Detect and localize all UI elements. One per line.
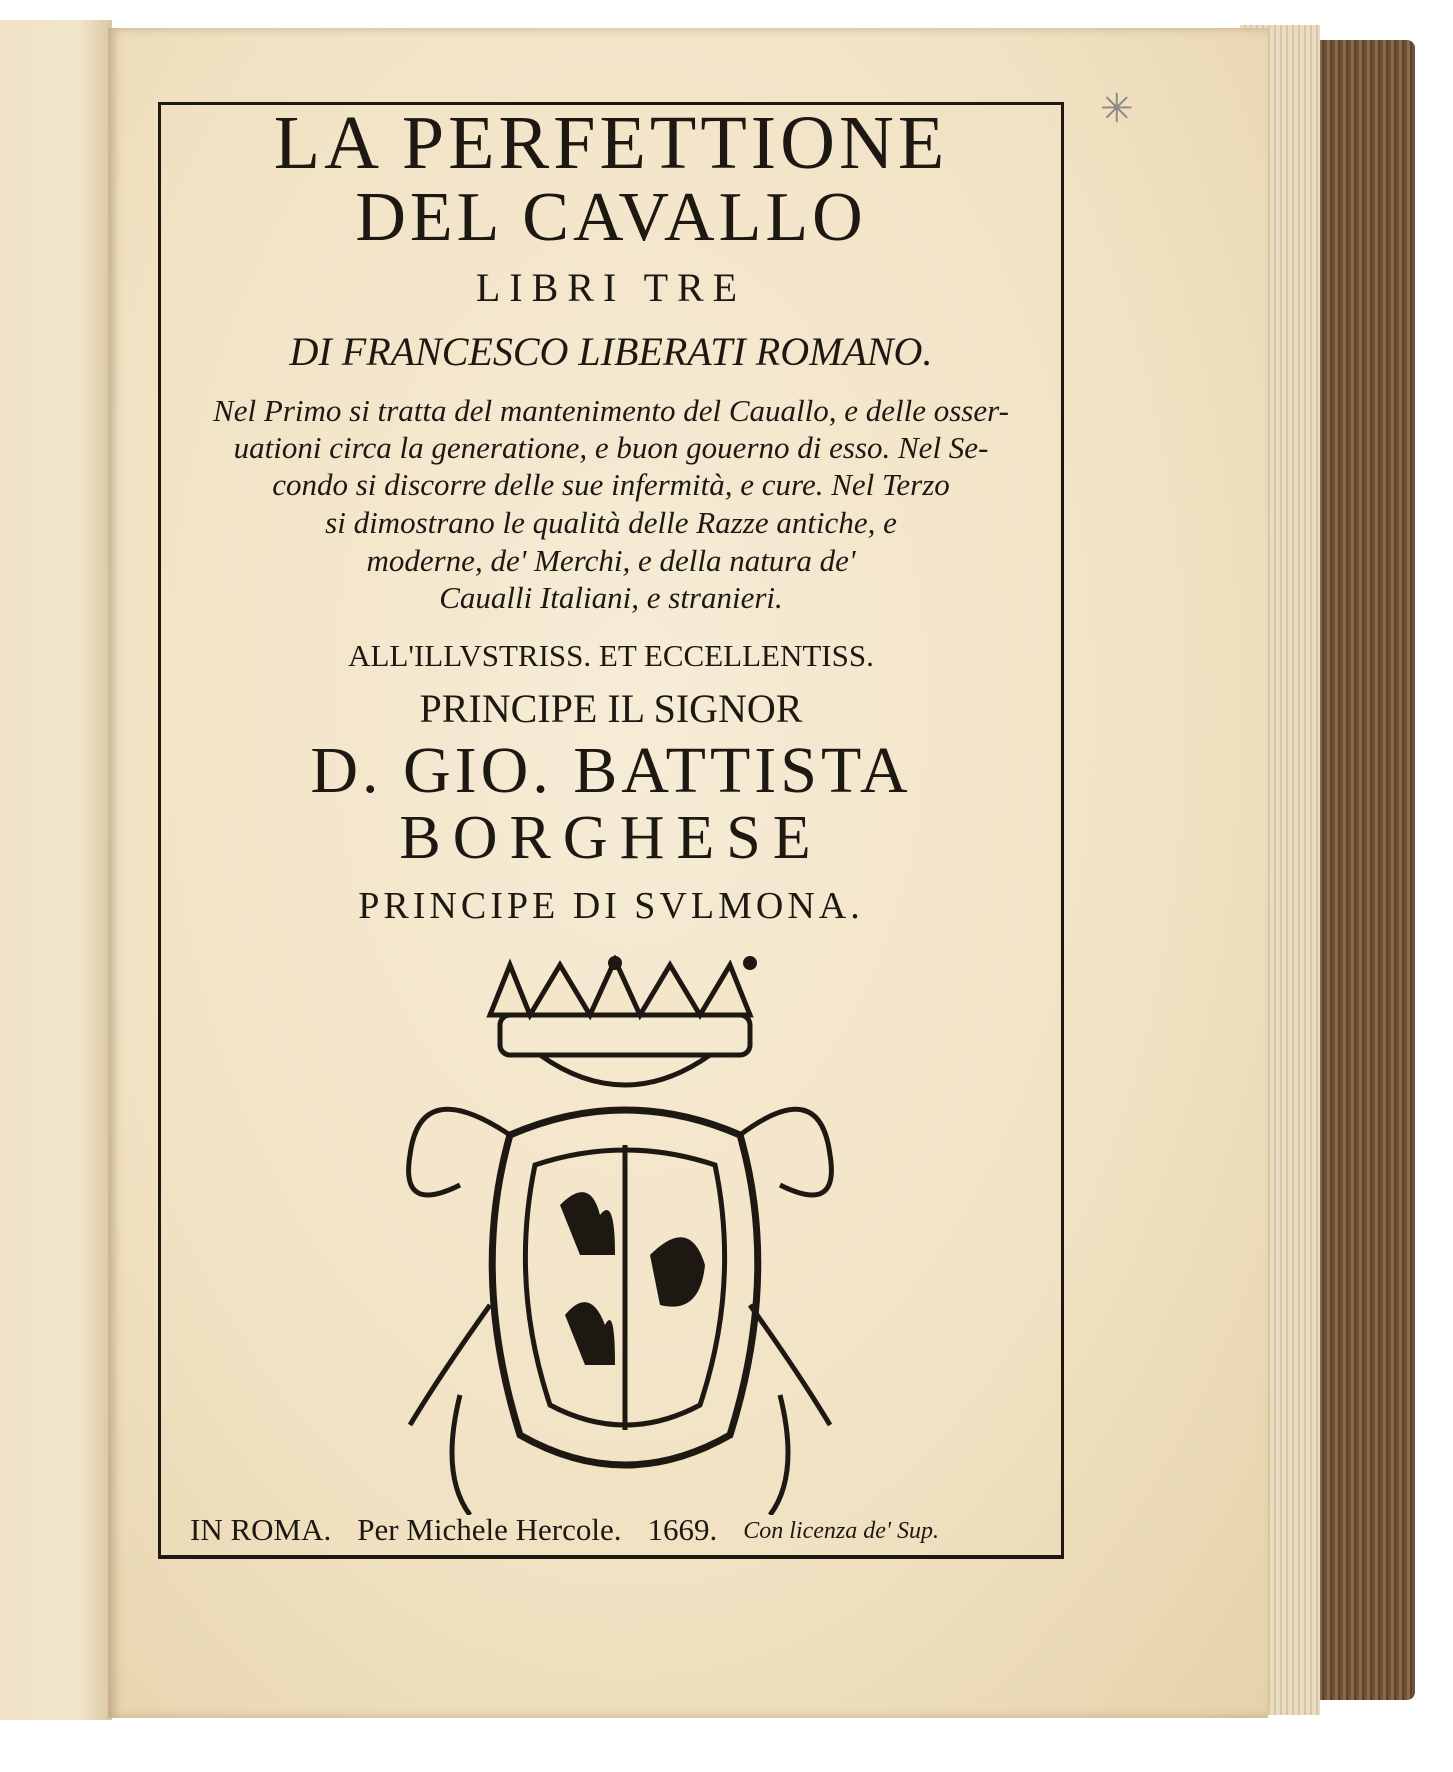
dedicatee-line-3: PRINCIPE DI SVLMONA. <box>358 885 864 927</box>
pencil-mark: ✳ <box>1100 86 1134 131</box>
facing-page <box>0 20 112 1720</box>
title-line-1: LA PERFETTIONE <box>273 101 949 185</box>
description-line: uationi circa la generatione, e buon gouerno di esso. Nel Se- <box>233 430 989 465</box>
dedicatee-line-1: D. GIO. BATTISTA <box>310 734 912 807</box>
imprint-place: IN ROMA. <box>190 1512 332 1547</box>
description-line: Caualli Italiani, e stranieri. <box>439 580 783 615</box>
imprint-license: Con licenza de' Sup. <box>743 1518 940 1544</box>
description-line: condo si discorre delle sue infermità, e cure. Nel Terzo <box>272 467 950 502</box>
dedication-line-1: ALL'ILLVSTRISS. ET ECCELLENTISS. <box>348 638 874 673</box>
description-line: si dimostrano le qualità delle Razze antiche, e <box>325 505 897 540</box>
author: DI FRANCESCO LIBERATI ROMANO. <box>289 329 933 374</box>
description-line: Nel Primo si tratta del mantenimento del Cauallo, e delle osser- <box>213 393 1009 428</box>
subtitle: LIBRI TRE <box>475 265 747 310</box>
imprint-printer: Per Michele Hercole. <box>357 1512 622 1547</box>
borghese-coat-of-arms <box>400 955 840 1515</box>
imprint <box>190 1512 1040 1548</box>
description-line: moderne, de' Merchi, e della natura de' <box>366 543 856 578</box>
dedication-line-2: PRINCIPE IL SIGNOR <box>419 686 803 731</box>
dedicatee-line-2: BORGHESE <box>399 804 823 872</box>
title-line-2: DEL CAVALLO <box>355 179 867 256</box>
imprint-year: 1669. <box>647 1512 718 1547</box>
